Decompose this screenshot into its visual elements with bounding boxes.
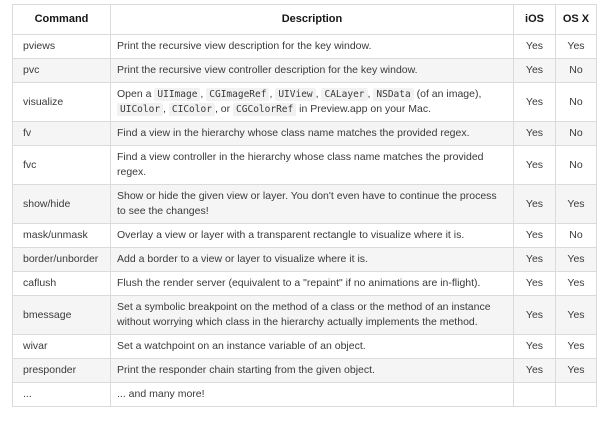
osx-cell: No [556, 146, 597, 185]
command-cell: wivar [13, 335, 111, 359]
ios-cell: Yes [514, 83, 556, 122]
ios-cell [514, 383, 556, 407]
table-row [13, 272, 597, 296]
osx-cell [556, 383, 597, 407]
code-span: CGImageRef [206, 88, 269, 101]
description-cell: Print the responder chain starting from the given object. [111, 359, 514, 383]
table-row [13, 59, 597, 83]
ios-cell: Yes [514, 224, 556, 248]
description-cell: Open a UIImage , CGImageRef , UIView , CALayer , NSData (of an image), UIColor , CIColor , or CGColorRef in Preview.app on your Mac. [111, 83, 514, 122]
table-body [13, 35, 597, 407]
osx-cell: No [556, 83, 597, 122]
description-cell: Print the recursive view description for the key window. [111, 35, 514, 59]
osx-cell: Yes [556, 296, 597, 335]
command-cell: fvc [13, 146, 111, 185]
ios-cell: Yes [514, 146, 556, 185]
table-row [13, 359, 597, 383]
header-row [13, 5, 597, 35]
description-cell: Overlay a view or layer with a transparent rectangle to visualize where it is. [111, 224, 514, 248]
ios-cell: Yes [514, 335, 556, 359]
code-span: CALayer [321, 88, 367, 101]
col-header-description: Description [111, 5, 514, 35]
code-span: UIView [275, 88, 315, 101]
table-row [13, 335, 597, 359]
commands-table [12, 4, 597, 407]
code-span: UIImage [154, 88, 200, 101]
code-span: UIColor [117, 103, 163, 116]
description-cell: Show or hide the given view or layer. You don't even have to continue the process to see the changes! [111, 185, 514, 224]
table-row [13, 224, 597, 248]
col-header-command: Command [13, 5, 111, 35]
description-cell: Set a symbolic breakpoint on the method of a class or the method of an instance without worrying which class in the hierarchy actually implements the method. [111, 296, 514, 335]
ios-cell: Yes [514, 248, 556, 272]
ios-cell: Yes [514, 59, 556, 83]
ios-cell: Yes [514, 272, 556, 296]
command-cell: pviews [13, 35, 111, 59]
table-row [13, 248, 597, 272]
table-row [13, 383, 597, 407]
col-header-ios: iOS [514, 5, 556, 35]
description-cell: Find a view controller in the hierarchy whose class name matches the provided regex. [111, 146, 514, 185]
table-row [13, 296, 597, 335]
ios-cell: Yes [514, 359, 556, 383]
description-cell: ... and many more! [111, 383, 514, 407]
command-cell: caflush [13, 272, 111, 296]
osx-cell: Yes [556, 185, 597, 224]
command-cell: fv [13, 122, 111, 146]
ios-cell: Yes [514, 185, 556, 224]
command-cell: bmessage [13, 296, 111, 335]
osx-cell: Yes [556, 35, 597, 59]
description-cell: Print the recursive view controller description for the key window. [111, 59, 514, 83]
table-row [13, 122, 597, 146]
table-row [13, 35, 597, 59]
col-header-osx: OS X [556, 5, 597, 35]
osx-cell: No [556, 59, 597, 83]
ios-cell: Yes [514, 122, 556, 146]
code-span: CIColor [169, 103, 215, 116]
description-cell: Set a watchpoint on an instance variable of an object. [111, 335, 514, 359]
ios-cell: Yes [514, 296, 556, 335]
command-cell: ... [13, 383, 111, 407]
command-cell: border/unborder [13, 248, 111, 272]
osx-cell: Yes [556, 335, 597, 359]
command-cell: visualize [13, 83, 111, 122]
description-cell: Add a border to a view or layer to visualize where it is. [111, 248, 514, 272]
osx-cell: Yes [556, 248, 597, 272]
command-cell: show/hide [13, 185, 111, 224]
ios-cell: Yes [514, 35, 556, 59]
code-span: CGColorRef [233, 103, 296, 116]
table-row [13, 83, 597, 122]
table-row [13, 185, 597, 224]
osx-cell: Yes [556, 359, 597, 383]
description-cell: Flush the render server (equivalent to a "repaint" if no animations are in-flight). [111, 272, 514, 296]
command-cell: mask/unmask [13, 224, 111, 248]
osx-cell: No [556, 224, 597, 248]
table-row [13, 146, 597, 185]
description-cell: Find a view in the hierarchy whose class name matches the provided regex. [111, 122, 514, 146]
command-cell: presponder [13, 359, 111, 383]
command-cell: pvc [13, 59, 111, 83]
osx-cell: No [556, 122, 597, 146]
code-span: NSData [373, 88, 413, 101]
table-header [13, 5, 597, 35]
osx-cell: Yes [556, 272, 597, 296]
